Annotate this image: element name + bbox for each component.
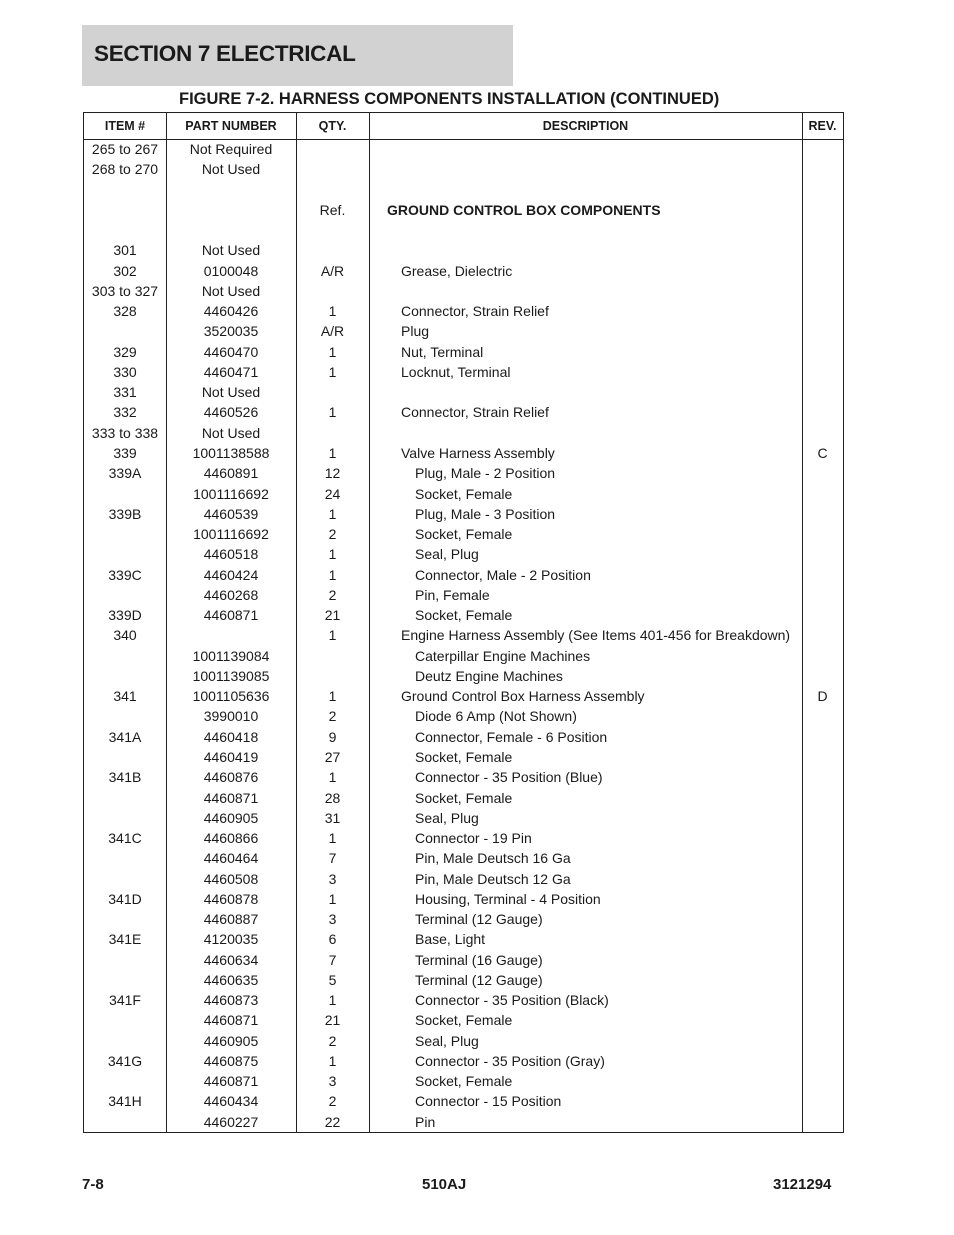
description-cell: Pin, Female [415, 586, 490, 603]
description-cell: Ground Control Box Harness Assembly [401, 688, 645, 705]
item-number-cell: 341D [108, 890, 142, 907]
table-row [84, 544, 843, 564]
header-rev: REV. [808, 119, 837, 133]
table-body [84, 139, 843, 1132]
quantity-cell: 2 [328, 586, 337, 603]
part-number-cell: 4460871 [203, 789, 259, 806]
quantity-cell: 3 [328, 1073, 337, 1090]
description-cell: Base, Light [415, 931, 486, 948]
table-row [84, 321, 843, 341]
table-row [84, 970, 843, 990]
description-cell: Seal, Plug [415, 1032, 479, 1049]
header-qty: QTY. [318, 119, 347, 133]
item-number-cell: 328 [113, 303, 137, 320]
part-number-cell: 4460526 [203, 404, 259, 421]
description-cell: Socket, Female [415, 1012, 513, 1029]
quantity-cell: 1 [328, 303, 337, 320]
table-row [84, 463, 843, 483]
table-row [84, 261, 843, 281]
table-row [84, 686, 843, 706]
table-row [84, 1051, 843, 1071]
description-cell: Connector, Strain Relief [401, 404, 549, 421]
part-number-cell: Not Used [201, 282, 261, 299]
table-row [84, 382, 843, 402]
quantity-cell: 27 [324, 748, 341, 765]
item-number-cell: 330 [113, 363, 137, 380]
description-cell: Connector, Strain Relief [401, 303, 549, 320]
quantity-cell: 1 [328, 769, 337, 786]
item-number-cell: 331 [113, 384, 137, 401]
quantity-cell: A/R [320, 262, 345, 279]
part-number-cell: 0100048 [203, 262, 259, 279]
description-cell: Pin, Male Deutsch 16 Ga [415, 850, 571, 867]
table-row [84, 301, 843, 321]
description-cell: Deutz Engine Machines [415, 667, 563, 684]
table-row [84, 646, 843, 666]
part-number-cell: Not Used [201, 384, 261, 401]
item-number-cell: 341F [109, 992, 141, 1009]
item-number-cell: 333 to 338 [91, 424, 159, 441]
part-number-cell: 4460871 [203, 1073, 259, 1090]
part-number-cell: Not Used [201, 161, 261, 178]
table-row [84, 159, 843, 179]
table-row [84, 625, 843, 645]
quantity-cell: 2 [328, 526, 337, 543]
item-number-cell: 341B [108, 769, 142, 786]
quantity-cell: 7 [328, 951, 337, 968]
part-number-cell: Not Required [189, 141, 273, 157]
description-cell: Grease, Dielectric [401, 262, 513, 279]
part-number-cell: 4120035 [203, 931, 259, 948]
description-cell: Socket, Female [415, 789, 513, 806]
table-row [84, 504, 843, 524]
description-cell: Socket, Female [415, 485, 513, 502]
table-row [84, 808, 843, 828]
description-cell: Seal, Plug [415, 809, 479, 826]
table-row [84, 281, 843, 301]
part-number-cell: 4460887 [203, 911, 259, 928]
part-number-cell: 4460635 [203, 971, 259, 988]
description-cell: Connector, Female - 6 Position [415, 728, 608, 745]
table-row [84, 727, 843, 747]
quantity-cell: 21 [324, 1012, 341, 1029]
part-number-cell: 4460871 [203, 1012, 259, 1029]
quantity-cell: 2 [328, 708, 337, 725]
figure-title: FIGURE 7-2. HARNESS COMPONENTS INSTALLATION (CONTINUED) [179, 90, 720, 108]
part-number-cell: 4460905 [203, 809, 259, 826]
part-number-cell: 1001139085 [192, 667, 270, 684]
table-row [84, 828, 843, 848]
part-number-cell: 4460875 [203, 1052, 259, 1069]
description-cell: Connector, Male - 2 Position [415, 566, 591, 583]
table-row [84, 1031, 843, 1051]
item-number-cell: 339 [113, 444, 137, 461]
item-number-cell: 302 [113, 262, 137, 279]
quantity-cell: 1 [328, 830, 337, 847]
part-number-cell: 4460539 [203, 505, 259, 522]
quantity-cell: 3 [328, 911, 337, 928]
description-cell: Connector - 35 Position (Gray) [415, 1052, 605, 1069]
table-row [84, 605, 843, 625]
description-cell: Engine Harness Assembly (See Items 401-456 for Breakdown) [401, 627, 791, 644]
item-number-cell: 341E [108, 931, 142, 948]
description-cell: Plug, Male - 3 Position [415, 505, 556, 522]
header-part-number: PART NUMBER [185, 119, 277, 133]
description-cell: Plug, Male - 2 Position [415, 465, 556, 482]
item-number-cell: 268 to 270 [91, 161, 159, 178]
table-row [84, 706, 843, 726]
part-number-cell: 4460634 [203, 951, 259, 968]
description-cell: Diode 6 Amp (Not Shown) [415, 708, 577, 725]
revision-cell: C [817, 444, 828, 461]
part-number-cell: 4460464 [203, 850, 259, 867]
quantity-cell: 1 [328, 627, 337, 644]
table-row [84, 950, 843, 970]
part-number-cell: 4460434 [203, 1093, 259, 1110]
item-number-cell: 340 [113, 627, 137, 644]
description-cell: Terminal (16 Gauge) [415, 951, 543, 968]
description-cell: Socket, Female [415, 526, 513, 543]
table-row [84, 200, 843, 220]
table-row [84, 909, 843, 929]
header-description: DESCRIPTION [542, 119, 629, 133]
table-row [84, 402, 843, 422]
quantity-cell: 1 [328, 566, 337, 583]
quantity-cell: 21 [324, 607, 341, 624]
part-number-cell: Not Used [201, 242, 261, 259]
quantity-cell: 3 [328, 870, 337, 887]
table-row [84, 1112, 843, 1132]
part-number-cell: 4460471 [203, 363, 259, 380]
quantity-cell: 7 [328, 850, 337, 867]
quantity-cell: 31 [324, 809, 341, 826]
model-name: 510AJ [422, 1176, 467, 1193]
quantity-cell: 2 [328, 1032, 337, 1049]
description-cell: Socket, Female [415, 1073, 513, 1090]
quantity-cell: 1 [328, 688, 337, 705]
table-row [84, 869, 843, 889]
quantity-cell: 1 [328, 444, 337, 461]
item-number-cell: 339B [108, 505, 142, 522]
part-number-cell: 3520035 [203, 323, 259, 340]
quantity-cell: 1 [328, 890, 337, 907]
item-number-cell: 339C [108, 566, 142, 583]
quantity-cell: A/R [320, 323, 345, 340]
table-row [84, 1010, 843, 1030]
quantity-cell: 1 [328, 363, 337, 380]
part-number-cell: 3990010 [203, 708, 259, 725]
table-row [84, 788, 843, 808]
part-number-cell: 4460419 [203, 748, 259, 765]
quantity-cell: 1 [328, 505, 337, 522]
description-cell: Plug [401, 323, 430, 340]
quantity-cell: 22 [324, 1113, 341, 1130]
quantity-cell: 24 [324, 485, 341, 502]
item-number-cell: 339D [108, 607, 142, 624]
table-row [84, 767, 843, 787]
part-number-cell: 1001116692 [193, 485, 269, 502]
description-cell: Terminal (12 Gauge) [415, 971, 543, 988]
part-number-cell: 4460508 [203, 870, 259, 887]
quantity-cell: 12 [324, 465, 341, 482]
part-number-cell: 4460876 [203, 769, 259, 786]
part-number-cell: 4460424 [203, 566, 259, 583]
part-number-cell: 4460891 [203, 465, 259, 482]
table-row [84, 747, 843, 767]
part-number-cell: 4460871 [203, 607, 259, 624]
quantity-cell: 2 [328, 1093, 337, 1110]
table-row [84, 524, 843, 544]
table-row [84, 990, 843, 1010]
part-number-cell: 4460418 [203, 728, 259, 745]
quantity-cell: 1 [328, 343, 337, 360]
description-cell: Caterpillar Engine Machines [415, 647, 591, 664]
document-number: 3121294 [773, 1176, 832, 1193]
item-number-cell: 341 [113, 688, 137, 705]
item-number-cell: 341G [107, 1052, 143, 1069]
quantity-cell: 1 [328, 992, 337, 1009]
table-row [84, 1071, 843, 1091]
table-row [84, 889, 843, 909]
item-number-cell: 301 [113, 242, 137, 259]
revision-cell: D [817, 688, 828, 705]
table-row [84, 423, 843, 443]
quantity-cell: 6 [328, 931, 337, 948]
description-cell: Pin, Male Deutsch 12 Ga [415, 870, 571, 887]
part-number-cell: 4460905 [203, 1032, 259, 1049]
part-number-cell: 4460866 [203, 830, 259, 847]
table-row [84, 666, 843, 686]
table-row [84, 362, 843, 382]
description-cell: Connector - 15 Position [415, 1093, 562, 1110]
item-number-cell: 303 to 327 [91, 282, 159, 299]
description-cell: Socket, Female [415, 748, 513, 765]
table-row [84, 220, 843, 240]
description-cell: GROUND CONTROL BOX COMPONENTS [387, 201, 661, 218]
item-number-cell: 339A [108, 465, 142, 482]
table-row [84, 180, 843, 200]
part-number-cell: 4460878 [203, 890, 259, 907]
description-cell: Connector - 35 Position (Black) [415, 992, 609, 1009]
description-cell: Housing, Terminal - 4 Position [415, 890, 601, 907]
quantity-cell: 9 [328, 728, 337, 745]
page-number: 7-8 [82, 1176, 104, 1193]
part-number-cell: 4460470 [203, 343, 259, 360]
item-number-cell: 332 [113, 404, 137, 421]
quantity-cell: 28 [324, 789, 341, 806]
table-row [84, 484, 843, 504]
part-number-cell: 4460227 [203, 1113, 259, 1130]
description-cell: Pin [415, 1113, 436, 1130]
item-number-cell: 341A [108, 728, 142, 745]
section-header [82, 25, 513, 86]
part-number-cell: 4460873 [203, 992, 259, 1009]
parts-table [83, 112, 844, 1133]
table-row [84, 342, 843, 362]
description-cell: Nut, Terminal [401, 343, 484, 360]
table-row [84, 929, 843, 949]
quantity-cell: 1 [328, 404, 337, 421]
quantity-cell: 5 [328, 971, 337, 988]
description-cell: Locknut, Terminal [401, 363, 511, 380]
part-number-cell: 1001139084 [192, 647, 270, 664]
description-cell: Seal, Plug [415, 546, 479, 563]
part-number-cell: 1001105636 [192, 688, 270, 705]
part-number-cell: 4460268 [203, 586, 259, 603]
section-title: SECTION 7 ELECTRICAL [94, 41, 356, 66]
table-row [84, 240, 843, 260]
quantity-cell: Ref. [319, 201, 346, 218]
part-number-cell: 4460426 [203, 303, 259, 320]
part-number-cell: 1001116692 [193, 526, 269, 543]
item-number-cell: 265 to 267 [91, 141, 159, 157]
table-row [84, 443, 843, 463]
item-number-cell: 341C [108, 830, 142, 847]
description-cell: Terminal (12 Gauge) [415, 911, 543, 928]
item-number-cell: 329 [113, 343, 137, 360]
table-row [84, 1091, 843, 1111]
quantity-cell: 1 [328, 1052, 337, 1069]
part-number-cell: 1001138588 [192, 444, 270, 461]
part-number-cell: 4460518 [203, 546, 259, 563]
description-cell: Socket, Female [415, 607, 513, 624]
table-row [84, 139, 843, 159]
description-cell: Connector - 35 Position (Blue) [415, 769, 603, 786]
table-row [84, 565, 843, 585]
header-item: ITEM # [104, 119, 146, 133]
quantity-cell: 1 [328, 546, 337, 563]
item-number-cell: 341H [108, 1093, 142, 1110]
description-cell: Valve Harness Assembly [401, 444, 555, 461]
table-row [84, 848, 843, 868]
description-cell: Connector - 19 Pin [415, 830, 532, 847]
part-number-cell: Not Used [201, 424, 261, 441]
table-row [84, 585, 843, 605]
